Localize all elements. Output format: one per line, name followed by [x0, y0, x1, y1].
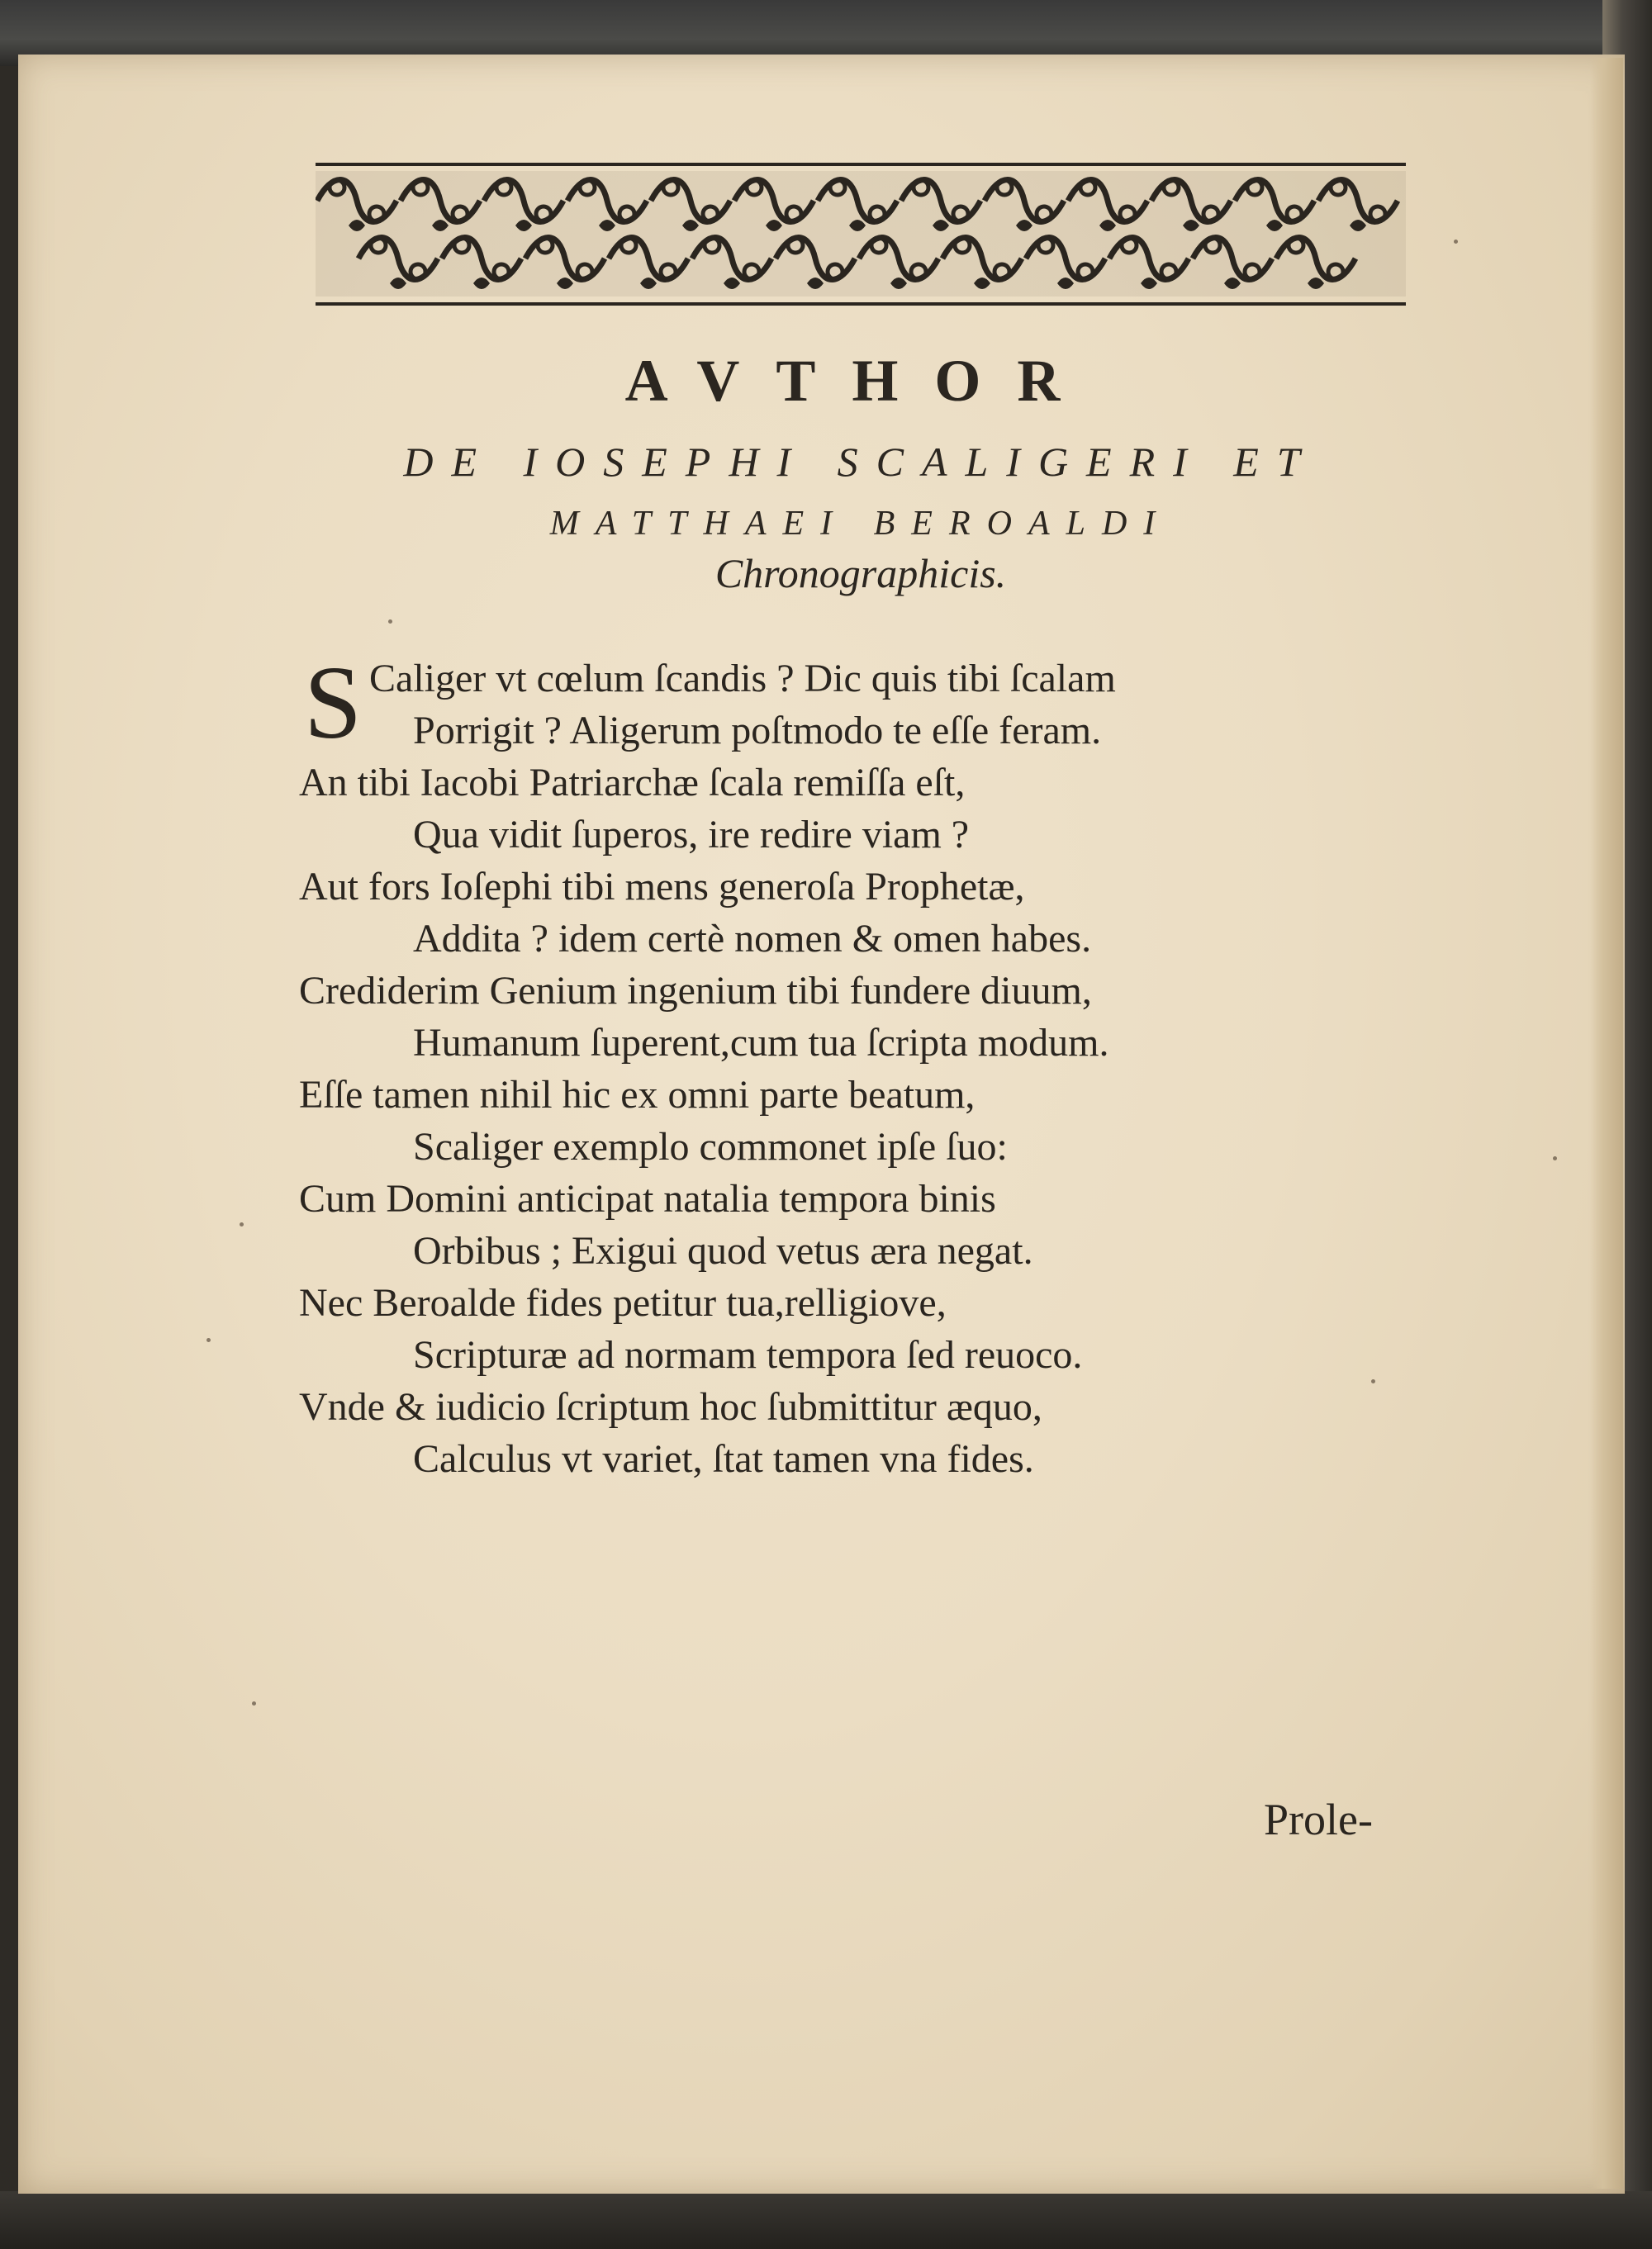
poem-line-8: Humanum ſuperent,cum tua ſcripta modum. [413, 1021, 1109, 1065]
page-edge-shadow [1590, 58, 1623, 2189]
poem-line-text: Porrigit ? Aligerum poſtmodo te eſſe feram. [413, 709, 1102, 752]
subtitle-line-1: DE IOSEPHI SCALIGERI ET [403, 439, 1318, 485]
poem-line-13: Nec Beroalde fides petitur tua,relligiove, [299, 1281, 947, 1325]
poem-line-2 [299, 705, 1455, 757]
poem-line-10: Scaliger exemplo commonet ipſe ſuo: [413, 1125, 1008, 1169]
subtitle-line-3: Chronographicis. [714, 550, 1007, 596]
poem-line-16: Calculus vt variet, ſtat tamen vna fides. [413, 1437, 1034, 1481]
ornamental-headpiece [316, 159, 1406, 308]
drop-cap-initial: S [304, 646, 363, 761]
poem-line-4: Qua vidit ſuperos, ire redire viam ? [413, 813, 970, 856]
poem-line-text: Caliger vt cœlum ſcandis ? Dic quis tibi ſcalam [369, 657, 1116, 700]
poem-body [299, 646, 1455, 1485]
poem-line-3: An tibi Iacobi Patriarchæ ſcala remiſſa eſt, [299, 761, 966, 804]
poem-line-14: Scripturæ ad normam tempora ſed reuoco. [413, 1333, 1083, 1377]
poem-line-9: Eſſe tamen nihil hic ex omni parte beatum, [299, 1073, 976, 1117]
poem-line-12: Orbibus ; Exigui quod vetus æra negat. [413, 1229, 1033, 1273]
subtitle-line-2: MATTHAEI BEROALDI [549, 505, 1172, 543]
page-title: AVTHOR [624, 348, 1097, 414]
catchword: Prole- [1264, 1795, 1373, 1844]
poem-line-5: Aut fors Ioſephi tibi mens generoſa Prophetæ, [299, 865, 1025, 909]
poem-line-15: Vnde & iudicio ſcriptum hoc ſubmittitur æquo, [299, 1385, 1042, 1429]
poem-line-11: Cum Domini anticipat natalia tempora binis [299, 1177, 996, 1221]
book-binding-bottom [0, 2191, 1652, 2249]
poem-line-6: Addita ? idem certè nomen & omen habes. [413, 917, 1092, 961]
poem-line-7: Crediderim Genium ingenium tibi fundere diuum, [299, 969, 1092, 1013]
